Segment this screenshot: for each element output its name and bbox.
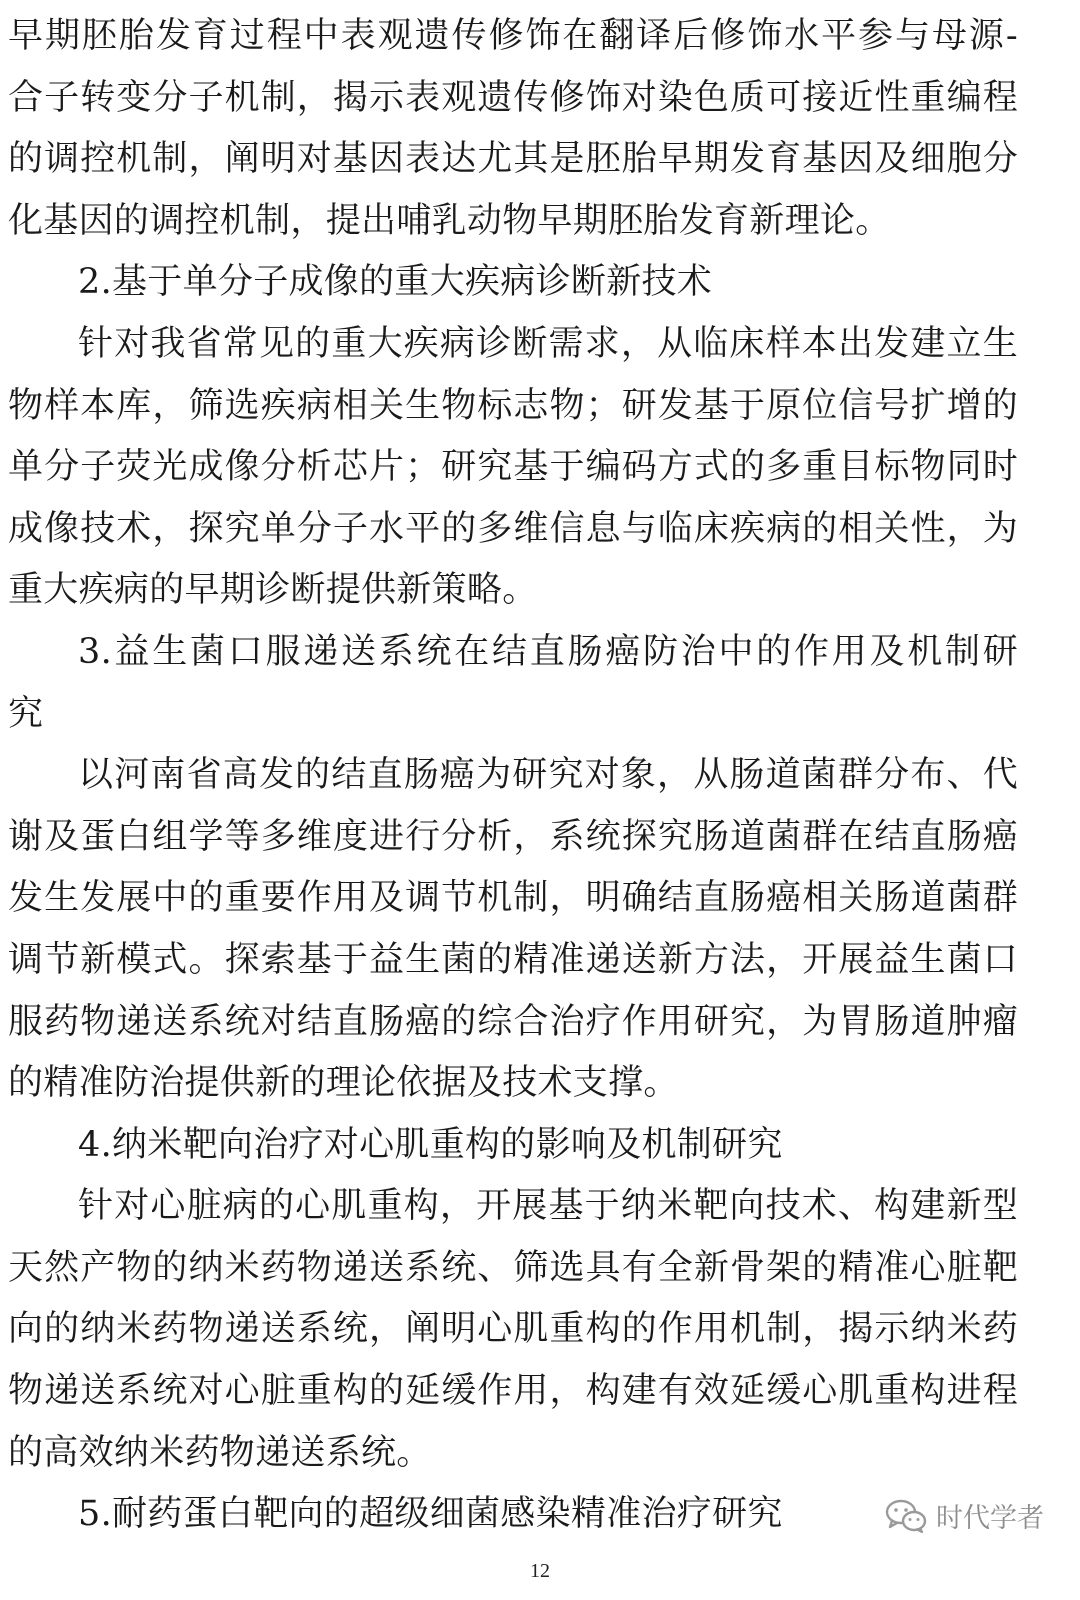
text-line: 谢及蛋白组学等多维度进行分析，系统探究肠道菌群在结直肠癌 bbox=[8, 816, 1018, 857]
text-line: 向的纳米药物递送系统，阐明心肌重构的作用机制，揭示纳米药 bbox=[8, 1309, 1018, 1350]
text-line: 3.益生菌口服递送系统在结直肠癌防治中的作用及机制研 bbox=[78, 631, 1018, 672]
text-line: 的高效纳米药物递送系统。 bbox=[8, 1432, 432, 1473]
text-line: 针对心脏病的心肌重构，开展基于纳米靶向技术、构建新型 bbox=[78, 1186, 1018, 1227]
text-line: 重大疾病的早期诊断提供新策略。 bbox=[8, 570, 538, 611]
text-line: 天然产物的纳米药物递送系统、筛选具有全新骨架的精准心脏靶 bbox=[8, 1247, 1018, 1288]
body-text bbox=[8, 6, 1068, 1546]
text-line: 发生发展中的重要作用及调节机制，明确结直肠癌相关肠道菌群 bbox=[8, 878, 1018, 919]
watermark bbox=[884, 1496, 1044, 1535]
text-line: 4.纳米靶向治疗对心肌重构的影响及机制研究 bbox=[78, 1124, 783, 1165]
text-line: 调节新模式。探索基于益生菌的精准递送新方法，开展益生菌口 bbox=[8, 939, 1018, 980]
text-line: 成像技术，探究单分子水平的多维信息与临床疾病的相关性，为 bbox=[8, 508, 1018, 549]
text-line: 的精准防治提供新的理论依据及技术支撑。 bbox=[8, 1063, 679, 1104]
watermark-text: 时代学者 bbox=[936, 1503, 1044, 1534]
text-line: 2.基于单分子成像的重大疾病诊断新技术 bbox=[78, 262, 713, 303]
wechat-icon bbox=[884, 1498, 928, 1534]
text-line: 究 bbox=[8, 693, 44, 734]
document-page bbox=[8, 6, 1068, 1546]
text-line: 以河南省高发的结直肠癌为研究对象，从肠道菌群分布、代 bbox=[78, 755, 1018, 796]
text-line: 早期胚胎发育过程中表观遗传修饰在翻译后修饰水平参与母源- bbox=[8, 16, 1018, 56]
text-line: 物样本库，筛选疾病相关生物标志物；研发基于原位信号扩增的 bbox=[8, 385, 1018, 426]
text-line: 服药物递送系统对结直肠癌的综合治疗作用研究，为胃肠道肿瘤 bbox=[8, 1001, 1018, 1042]
text-line: 化基因的调控机制，提出哺乳动物早期胚胎发育新理论。 bbox=[8, 200, 891, 241]
text-line: 单分子荧光成像分析芯片；研究基于编码方式的多重目标物同时 bbox=[8, 447, 1018, 488]
text-line: 的调控机制，阐明对基因表达尤其是胚胎早期发育基因及细胞分 bbox=[8, 139, 1018, 180]
text-line: 合子转变分子机制，揭示表观遗传修饰对染色质可接近性重编程 bbox=[8, 77, 1018, 118]
text-line: 针对我省常见的重大疾病诊断需求，从临床样本出发建立生 bbox=[78, 323, 1018, 364]
text-line: 物递送系统对心脏重构的延缓作用，构建有效延缓心肌重构进程 bbox=[8, 1371, 1018, 1412]
page-number: 12 bbox=[530, 1560, 550, 1582]
text-line: 5.耐药蛋白靶向的超级细菌感染精准治疗研究 bbox=[78, 1494, 783, 1535]
